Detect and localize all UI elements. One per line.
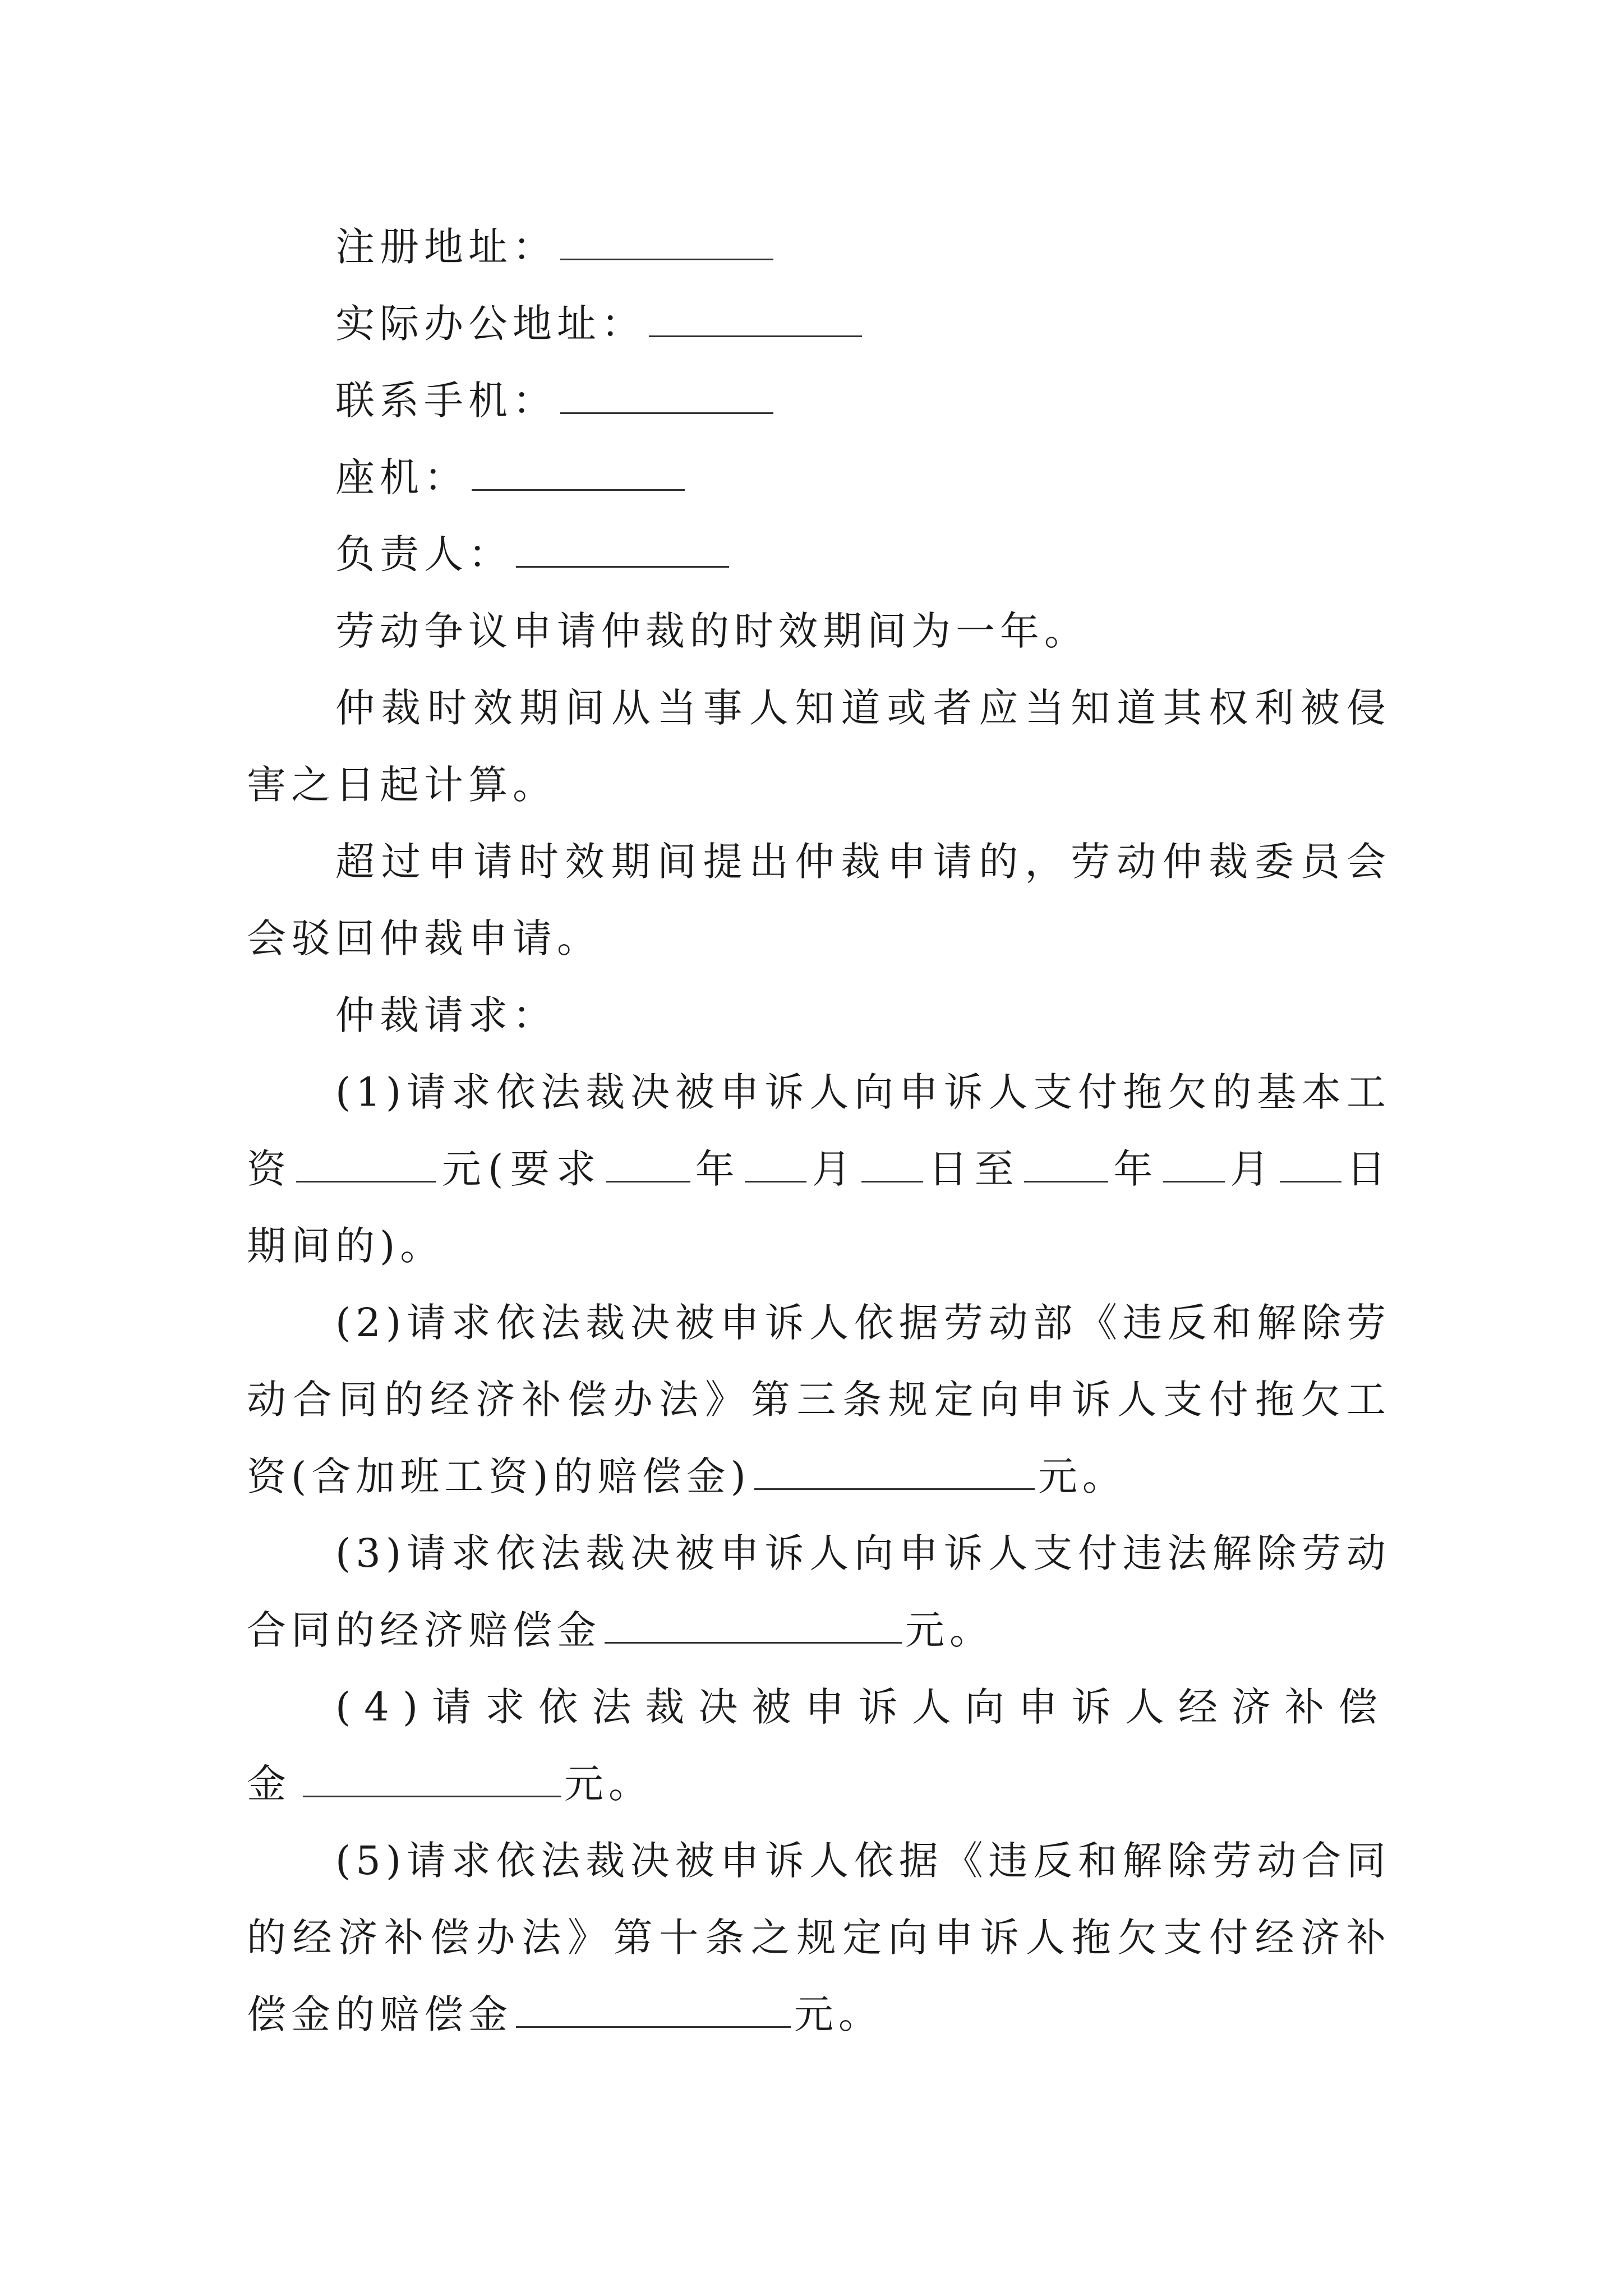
claim-3 <box>247 1515 1391 1669</box>
claim-3-text: (3)请求依法裁决被申诉人向申诉人支付违法解除劳动合同的经济赔偿金 <box>247 1530 1391 1653</box>
claim-2-suffix: 元。 <box>1038 1453 1127 1499</box>
claim-1-end-month-blank[interactable] <box>1163 1147 1225 1182</box>
claim-1-end-day-blank[interactable] <box>1280 1147 1341 1182</box>
paragraph-limitation-period: 劳动争议申请仲裁的时效期间为一年。 <box>335 608 1089 654</box>
claim-4-suffix: 元。 <box>564 1761 653 1807</box>
claim-1-year-1: 年 <box>693 1146 742 1192</box>
claim-3-suffix: 元。 <box>905 1607 994 1653</box>
registered-address-line <box>247 209 1391 286</box>
claim-1-start-year-blank[interactable] <box>606 1147 690 1182</box>
person-in-charge-line <box>247 516 1391 593</box>
mobile-label: 联系手机： <box>335 378 557 424</box>
claim-5-text: (5)请求依法裁决被申诉人依据《违反和解除劳动合同的经济补偿办法》第十条之规定向申诉人拖欠支付经济补偿金的赔偿金 <box>247 1838 1391 2037</box>
landline-line <box>247 439 1391 516</box>
claim-1-month-2: 月 <box>1228 1146 1276 1192</box>
office-address-label: 实际办公地址： <box>335 301 645 347</box>
claim-1-day-1: 日至 <box>926 1146 1021 1192</box>
claim-1-month-1: 月 <box>810 1146 859 1192</box>
claim-4-text: (4)请求依法裁决被申诉人向申诉人经济补偿金 <box>247 1684 1391 1807</box>
paragraph-claims-heading: 仲裁请求： <box>335 992 557 1038</box>
office-address-line <box>247 286 1391 362</box>
claim-1-yuan: 元(要求 <box>440 1146 603 1192</box>
claim-1-start-month-blank[interactable] <box>745 1147 806 1182</box>
mobile-line <box>247 362 1391 439</box>
claim-5-amount-blank[interactable] <box>516 1993 791 2028</box>
claim-1-end-year-blank[interactable] <box>1024 1147 1108 1182</box>
document-body <box>247 209 1391 2053</box>
person-in-charge-label: 负责人： <box>335 531 513 577</box>
person-in-charge-blank[interactable] <box>516 532 729 568</box>
paragraph-limitation-start: 仲裁时效期间从当事人知道或者应当知道其权利被侵害之日起计算。 <box>247 685 1391 808</box>
claim-1-year-2: 年 <box>1112 1146 1160 1192</box>
claim-5 <box>247 1823 1391 2053</box>
registered-address-label: 注册地址： <box>335 224 557 270</box>
claim-3-amount-blank[interactable] <box>605 1608 902 1644</box>
registered-address-blank[interactable] <box>560 225 773 260</box>
claim-1-amount-blank[interactable] <box>296 1147 436 1182</box>
claim-1-start-day-blank[interactable] <box>861 1147 923 1182</box>
claim-2-text: (2)请求依法裁决被申诉人依据劳动部《违反和解除劳动合同的经济补偿办法》第三条规定向申诉人支付拖欠工资(含加班工资)的赔偿金) <box>247 1300 1391 1499</box>
claim-4 <box>247 1669 1391 1823</box>
claim-1-text: (1)请求依法裁决被申诉人向申诉人支付拖欠的基本工资 <box>247 1069 1391 1192</box>
office-address-blank[interactable] <box>649 302 862 337</box>
claim-1 <box>247 1054 1391 1285</box>
landline-blank[interactable] <box>472 455 685 491</box>
claim-5-suffix: 元。 <box>794 1991 883 2037</box>
mobile-blank[interactable] <box>560 379 773 414</box>
claim-1-day-2: 日期间的)。 <box>247 1146 1391 1269</box>
landline-label: 座机： <box>335 454 468 500</box>
claim-2 <box>247 1285 1391 1515</box>
paragraph-limitation-exceeded: 超过申请时效期间提出仲裁申请的，劳动仲裁委员会会驳回仲裁申请。 <box>247 839 1391 961</box>
claim-4-amount-blank[interactable] <box>303 1762 561 1797</box>
claim-2-amount-blank[interactable] <box>754 1455 1035 1490</box>
